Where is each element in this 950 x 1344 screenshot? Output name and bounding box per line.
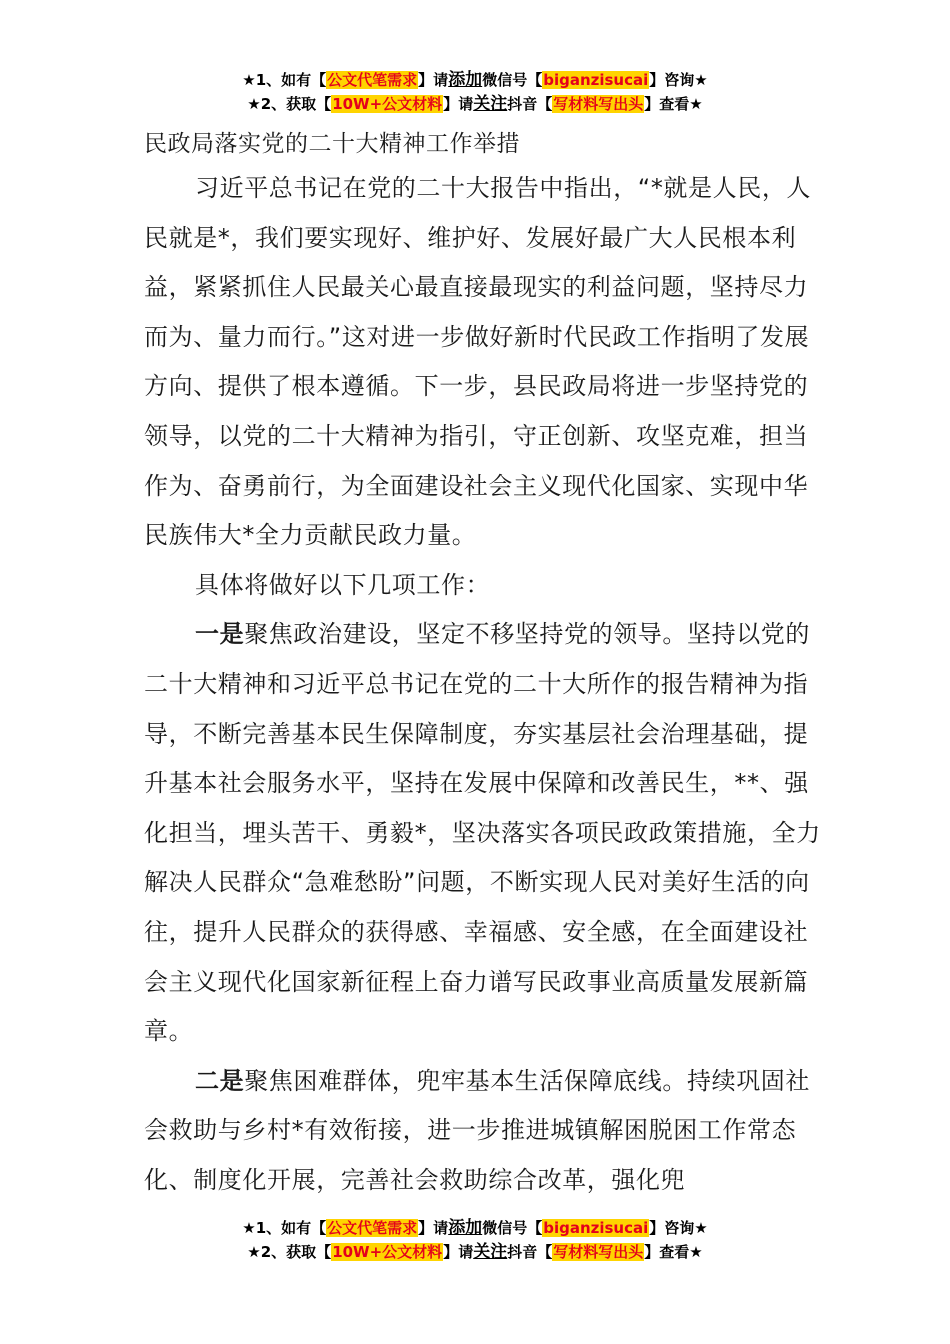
banner-line-2: [0, 1240, 950, 1264]
banner-emphasis: 添加: [448, 1218, 483, 1238]
item-lead: 二是: [195, 1066, 245, 1095]
banner-text: 】查看★: [644, 95, 703, 113]
banner-highlight: 公文代笔需求: [327, 71, 418, 89]
banner-text: 微信号【: [482, 71, 543, 89]
banner-text: 】请: [443, 95, 474, 113]
banner-highlight: 公文代笔需求: [327, 1219, 418, 1237]
banner-emphasis: 关注: [473, 94, 508, 114]
banner-text: 】请: [443, 1243, 474, 1261]
document-title: 民政局落实党的二十大精神工作举措: [144, 131, 520, 157]
paragraph-item-1: [144, 610, 824, 1056]
item-lead: 一是: [195, 620, 245, 649]
item-text: 聚焦困难群体，兜牢基本生活保障底线。持续巩固社会救助与乡村*有效衔接，进一步推进城镇解困脱困工作常态化、制度化开展，完善社会救助综合改革，强化兜: [144, 1066, 811, 1194]
banner-text: 抖音【: [507, 1243, 553, 1261]
banner-text: ★1、如有【: [242, 1219, 327, 1237]
paragraph-intro: 习近平总书记在党的二十大报告中指出，“*就是人民，人民就是*，我们要实现好、维护好、发展好最广大人民根本利益，紧紧抓住人民最关心最直接最现实的利益问题，坚持尽力而为、量力而行。”这对进一步做好新时代民政工作指明了发展方向、提供了根本遵循。下一步，县民政局将进一步坚持党的领导，以党的二十大精神为指引，守正创新、攻坚克难，担当作为、奋勇前行，为全面建设社会主义现代化国家、实现中华民族伟大*全力贡献民政力量。: [144, 174, 812, 550]
banner-line-2: [0, 92, 950, 116]
document-body: [144, 124, 824, 1205]
banner-wechat-id: biganzisucai: [543, 71, 649, 89]
banner-highlight: 10W+公文材料: [332, 1243, 443, 1261]
item-text: 聚焦政治建设，坚定不移坚持党的领导。坚持以党的二十大精神和习近平总书记在党的二十大所作的报告精神为指导，不断完善基本民生保障制度，夯实基层社会治理基础，提升基本社会服务水平，坚持在发展中保障和改善民生，**、强化担当，埋头苦干、勇毅*，坚决落实各项民政政策措施，全力解决人民群众“急难愁盼”问题，不断实现人民对美好生活的向往，提升人民群众的获得感、幸福感、安全感，在全面建设社会主义现代化国家新征程上奋力谱写民政事业高质量发展新篇章。: [144, 620, 821, 1046]
bottom-banner: [0, 1216, 950, 1264]
banner-wechat-id: biganzisucai: [543, 1219, 649, 1237]
banner-emphasis: 添加: [448, 70, 483, 90]
banner-text: 】咨询★: [649, 1219, 708, 1237]
banner-text: 】请: [418, 1219, 449, 1237]
banner-text: ★1、如有【: [242, 71, 327, 89]
banner-text: ★2、获取【: [247, 1243, 332, 1261]
banner-highlight: 10W+公文材料: [332, 95, 443, 113]
banner-text: 】查看★: [644, 1243, 703, 1261]
banner-line-1: [0, 1216, 950, 1240]
paragraph-overview: 具体将做好以下几项工作：: [195, 570, 491, 599]
banner-text: ★2、获取【: [247, 95, 332, 113]
top-banner: [0, 68, 950, 116]
paragraph-item-2: [144, 1057, 824, 1206]
banner-douyin-id: 写材料写出头: [553, 95, 644, 113]
banner-line-1: [0, 68, 950, 92]
banner-douyin-id: 写材料写出头: [553, 1243, 644, 1261]
banner-text: 】咨询★: [649, 71, 708, 89]
banner-text: 微信号【: [482, 1219, 543, 1237]
banner-emphasis: 关注: [473, 1242, 508, 1262]
banner-text: 】请: [418, 71, 449, 89]
banner-text: 抖音【: [507, 95, 553, 113]
